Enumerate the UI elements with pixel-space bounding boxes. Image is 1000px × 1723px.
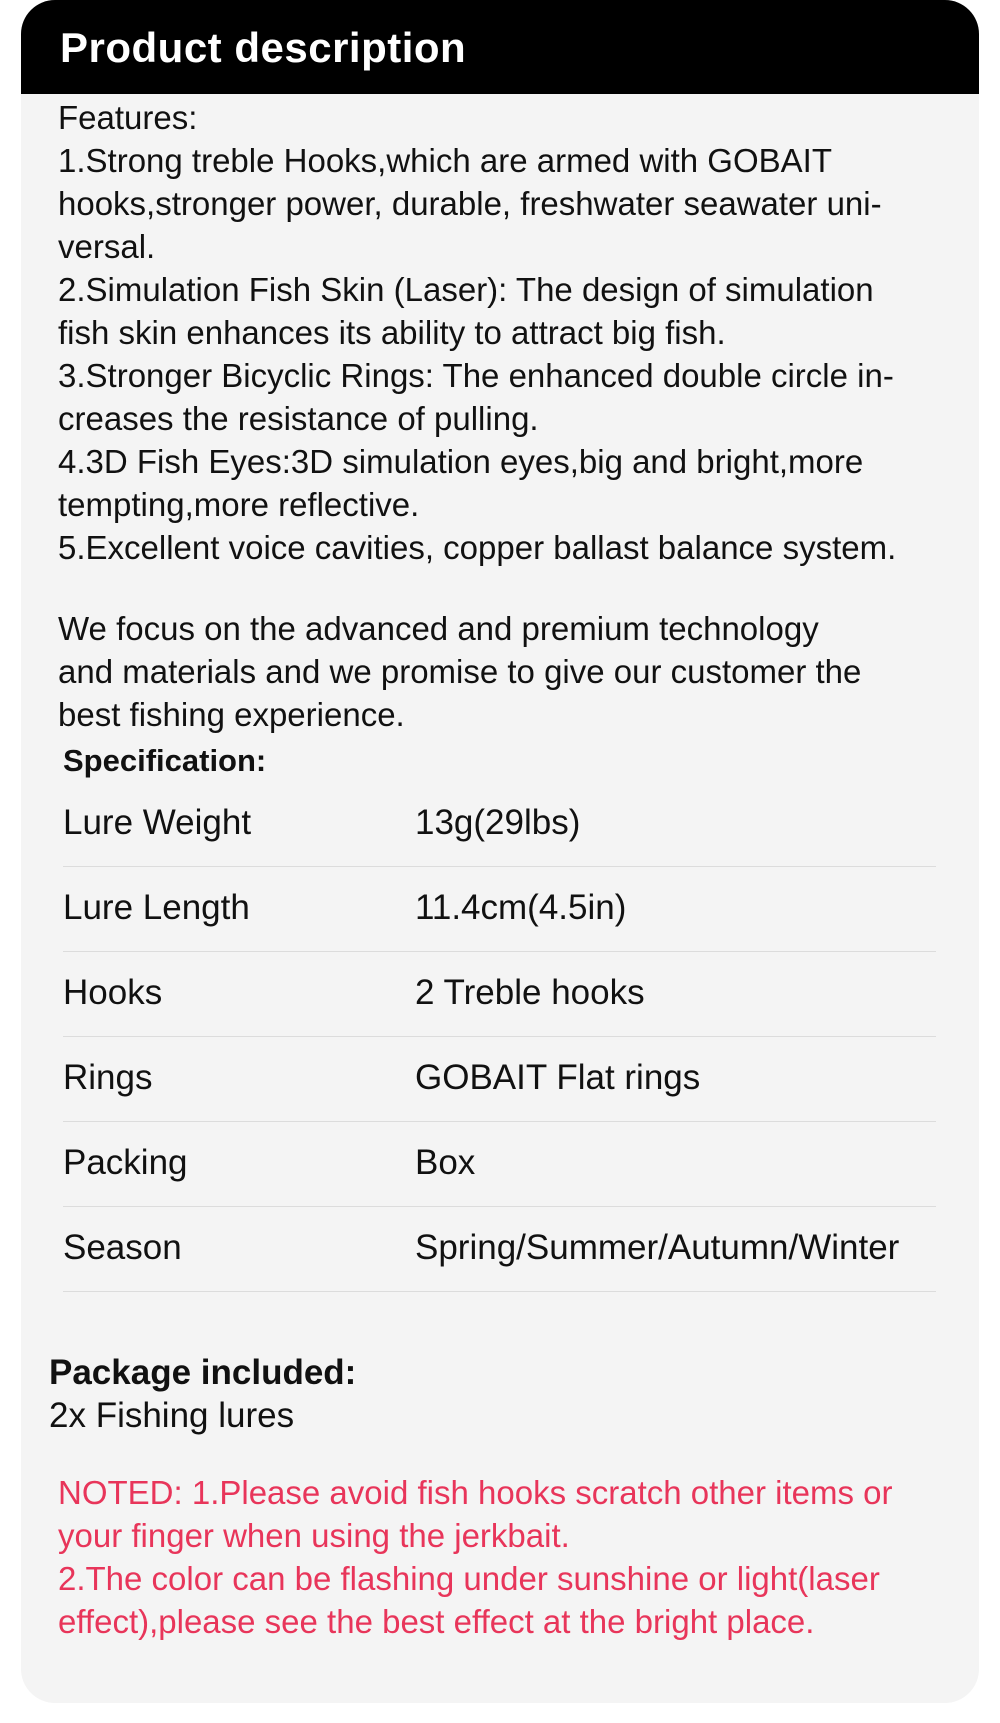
feature-line: 2.Simulation Fish Skin (Laser): The design of simulation [58, 271, 874, 308]
package-heading: Package included: [49, 1353, 357, 1392]
package-item: 2x Fishing lures [49, 1396, 295, 1435]
product-description-card [21, 0, 979, 1703]
spec-row-rings [63, 1037, 936, 1122]
feature-line: 1.Strong treble Hooks,which are armed with GOBAIT [58, 142, 832, 179]
feature-line: creases the resistance of pulling. [58, 400, 539, 437]
note-line: NOTED: 1.Please avoid fish hooks scratch other items or [58, 1474, 893, 1511]
spec-row-hooks [63, 952, 936, 1037]
section-header [21, 0, 979, 94]
spec-row-season [63, 1207, 936, 1292]
note-line: effect),please see the best effect at the bright place. [58, 1603, 815, 1640]
spec-value: 11.4cm(4.5in) [415, 888, 627, 927]
note-line: 2.The color can be flashing under sunshine or light(laser [58, 1560, 880, 1597]
feature-line: 3.Stronger Bicyclic Rings: The enhanced double circle in- [58, 357, 894, 394]
spec-key: Rings [63, 1058, 153, 1097]
spec-row-lure-weight [63, 782, 936, 867]
specification-heading: Specification: [63, 743, 267, 778]
spec-row-packing [63, 1122, 936, 1207]
spec-row-lure-length [63, 867, 936, 952]
spec-value: GOBAIT Flat rings [415, 1058, 701, 1097]
specification-table [63, 782, 936, 1292]
feature-line: 4.3D Fish Eyes:3D simulation eyes,big and bright,more [58, 443, 864, 480]
spec-value: Spring/Summer/Autumn/Winter [415, 1228, 900, 1267]
feature-line: tempting,more reflective. [58, 486, 420, 523]
spec-key: Season [63, 1228, 182, 1267]
features-block [58, 96, 938, 569]
spec-key: Lure Length [63, 888, 250, 927]
spec-key: Hooks [63, 973, 163, 1012]
package-included [49, 1351, 356, 1437]
spec-value: 2 Treble hooks [415, 973, 645, 1012]
feature-line: 5.Excellent voice cavities, copper ballast balance system. [58, 529, 897, 566]
spec-value: Box [415, 1143, 476, 1182]
spec-key: Lure Weight [63, 803, 252, 842]
intro-line: best fishing experience. [58, 696, 405, 733]
note-line: your finger when using the jerkbait. [58, 1517, 570, 1554]
feature-line: fish skin enhances its ability to attract big fish. [58, 314, 726, 351]
spec-key: Packing [63, 1143, 188, 1182]
intro-line: We focus on the advanced and premium technology [58, 610, 819, 647]
noted-warning [58, 1471, 958, 1643]
feature-line: hooks,stronger power, durable, freshwater seawater uni- [58, 185, 882, 222]
features-heading: Features: [58, 99, 198, 136]
spec-value: 13g(29lbs) [415, 803, 581, 842]
section-title: Product description [60, 24, 467, 71]
feature-line: versal. [58, 228, 156, 265]
intro-paragraph [58, 607, 938, 736]
intro-line: and materials and we promise to give our customer the [58, 653, 862, 690]
